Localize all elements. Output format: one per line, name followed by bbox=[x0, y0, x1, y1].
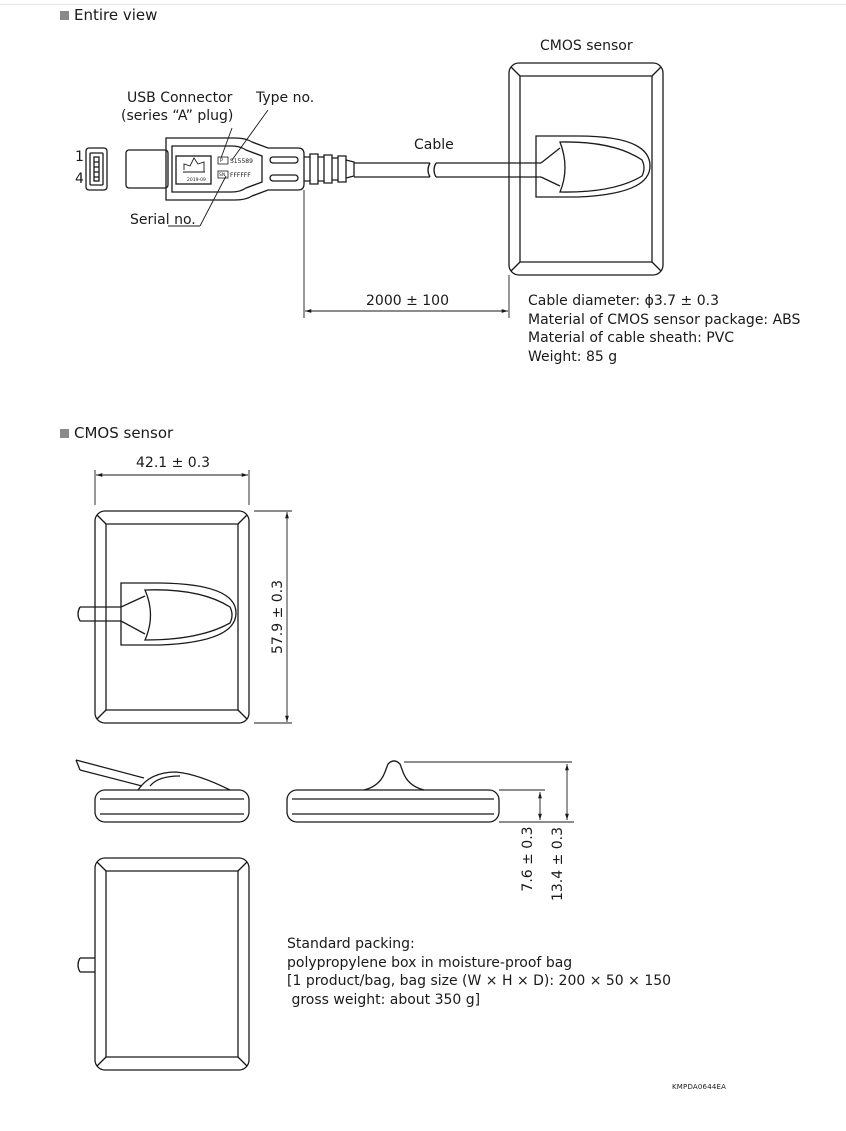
plug-sn-mark: SN bbox=[219, 173, 226, 178]
cmos-sensor-label: CMOS sensor bbox=[540, 38, 633, 54]
cable-length-text: 2000 ± 100 bbox=[366, 293, 449, 309]
spec-package-material: Material of CMOS sensor package: ABS bbox=[528, 311, 801, 328]
packing-line: Standard packing: bbox=[287, 936, 415, 952]
sensor-bottom-view bbox=[78, 858, 249, 1070]
pin-1-label: 1 bbox=[75, 149, 84, 165]
pin-4-label: 4 bbox=[75, 171, 84, 187]
document-code: KMPDA0644EA bbox=[672, 1083, 727, 1091]
spec-cable-diameter: Cable diameter: ϕ3.7 ± 0.3 bbox=[528, 293, 719, 309]
cable-label: Cable bbox=[414, 137, 454, 153]
thickness-dimension-text: 7.6 ± 0.3 bbox=[520, 826, 536, 892]
section-title-cmos-sensor: CMOS sensor bbox=[74, 424, 174, 442]
sensor-top-view-large bbox=[509, 63, 663, 275]
spec-sheath-material: Material of cable sheath: PVC bbox=[528, 330, 735, 346]
plug-type-text: S15589 bbox=[230, 158, 253, 165]
plug-date-text: 2019-09 bbox=[187, 178, 206, 183]
strain-relief bbox=[304, 154, 354, 184]
packing-line: [1 product/bag, bag size (W × H × D): 200 × 50 × 150 bbox=[287, 973, 672, 989]
spec-notes bbox=[528, 292, 800, 366]
sensor-side-view-left bbox=[76, 760, 249, 822]
sensor-top-view bbox=[78, 511, 249, 723]
total-height-dimension-text: 13.4 ± 0.3 bbox=[550, 826, 566, 902]
width-dimension-text: 42.1 ± 0.3 bbox=[136, 455, 211, 471]
usb-connector-sub-label: (series “A” plug) bbox=[121, 108, 234, 124]
usb-end-view bbox=[86, 148, 107, 190]
packing-notes bbox=[287, 935, 671, 1009]
serial-no-label: Serial no. bbox=[130, 212, 196, 228]
usb-connector-leader bbox=[221, 128, 232, 158]
type-no-leader bbox=[232, 110, 268, 160]
packing-line: polypropylene box in moisture-proof bag bbox=[287, 954, 573, 971]
spec-weight: Weight: 85 g bbox=[528, 348, 618, 365]
sensor-side-view-front bbox=[287, 761, 499, 822]
usb-connector-label: USB Connector bbox=[127, 90, 233, 106]
height-dimension-text: 57.9 ± 0.3 bbox=[270, 579, 286, 655]
packing-line: gross weight: about 350 g] bbox=[287, 991, 481, 1008]
usb-plug bbox=[126, 138, 304, 200]
section-title-entire-view: Entire view bbox=[74, 6, 158, 24]
plug-p-mark: P bbox=[220, 158, 224, 164]
cable bbox=[354, 163, 541, 177]
thickness-dimensions bbox=[404, 762, 574, 822]
type-no-label: Type no. bbox=[256, 90, 315, 106]
width-dimension bbox=[95, 470, 249, 505]
plug-serial-text: FFFFFF bbox=[230, 172, 251, 179]
